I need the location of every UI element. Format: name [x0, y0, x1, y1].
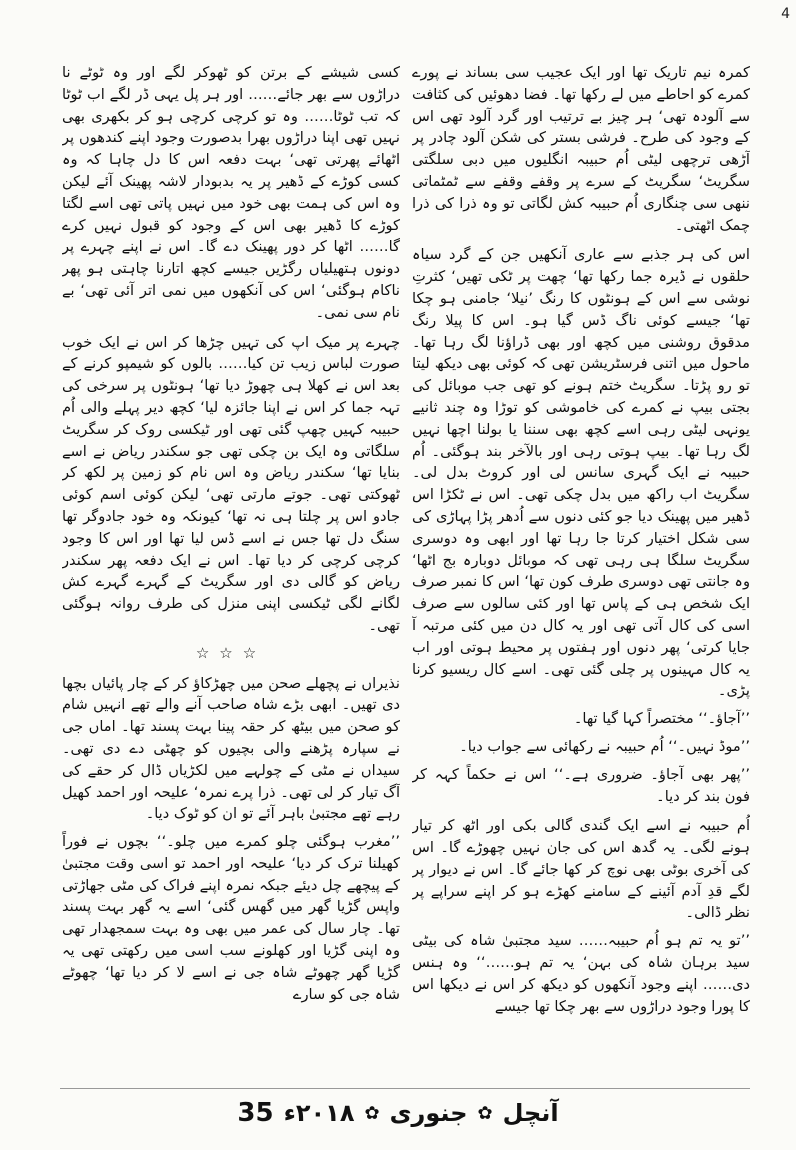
- dialogue-line: ’’آجاؤ۔‘‘ مختصراً کہا گیا تھا۔: [573, 710, 750, 728]
- section-separator: ☆☆☆: [195, 643, 267, 662]
- dialogue-line: ’’پھر بھی آجاؤ۔ ضروری ہے۔‘‘ اس نے حکماً کہہ کر فون بند کر دیا۔: [412, 765, 750, 805]
- footer-divider: [60, 1088, 750, 1089]
- dialogue-line: ’’موڈ نہیں۔‘‘ اُم حبیبہ نے رکھائی سے جواب دیا۔: [459, 737, 750, 755]
- corner-mark: 4: [781, 6, 790, 22]
- paragraph: اُم حبیبہ نے اسے ایک گندی گالی بکی اور اٹھ کر تیار ہونے لگی۔ یہ گدھ اس کی جان نہیں چھوڑے گا۔ اس کی آخری بوٹی بھی نوچ کر کھا جائے گا۔ اس نے دیوار پر لگے قدِ آدم آئینے کے سامنے کھڑے ہو کر اپنے سراپے پر نظر ڈالی۔: [412, 817, 750, 922]
- paragraph: نذیراں نے پچھلے صحن میں چھڑکاؤ کر کے چار پائیاں بچھا دی تھیں۔ ابھی بڑے شاہ صاحب آنے والے تھے انہیں شام کو صحن میں بیٹھ کر حقہ پینا بہت پسند تھا۔ اماں جی نے سپارہ پڑھنے والی بچیوں کو چھٹی دے دی تھی۔ سیداں نے مٹی کے چولہے میں لکڑیاں ڈال کر حقے کی آگ تیار کر لی تھی۔ ذرا پرے نمرہ‘ علیحہ اور احمد کھیل رہے تھے مجتبیٰ باہر آئے تو ان کو ٹوک دیا۔: [62, 674, 400, 823]
- left-column: [62, 62, 400, 1082]
- paragraph: ’’مغرب ہوگئی چلو کمرے میں چلو۔‘‘ بچوں نے فوراً کھیلنا ترک کر دیا‘ علیحہ اور احمد تو اسی وقت مجتبیٰ کے پیچھے چل دیئے جبکہ نمرہ اپنے فراک کی مٹی جھاڑتی واپس گڑیا گھر میں گھس گئی‘ اسے یہ گھر بہت پسند تھا۔ چار سال کی عمر میں بھی وہ بہت سمجھدار تھی وہ اپنی گڑیا اور کھلونے سب اسی میں رکھتی تھی یہ گڑیا گھر چھوٹے شاہ جی نے اسے لا کر دیا تھا‘ چھوٹے شاہ جی کو سارے: [62, 833, 400, 1003]
- page-footer: [0, 1090, 796, 1136]
- issue-year: ۲۰۱۸ء: [283, 1099, 355, 1127]
- paragraph: کسی شیشے کے برتن کو ٹھوکر لگے اور وہ ٹوٹے نا دراڑوں سے بھر جائے…… اور ہر پل یہی ڈر لگے اب ٹوٹا کہ تب ٹوٹا…… وہ تو کرچی کرچی ہو کر بکھری بھی نہیں تھی اپنا دراڑوں بھرا بدصورت وجود اپنے کندھوں پر اٹھائے پھرتی تھی‘ بہت دفعہ اس کا دل چاہا کہ وہ کسی کوڑے کے ڈھیر پر یہ بدبودار لاشہ پھینک آئے لیکن وہ اس کی ہمت بھی خود میں نہیں پاتی تھی اسے لگتا کوڑے کا ڈھیر بھی اس کے وجود کو قبول نہیں کرے گا…… اٹھا کر دور پھینک دے گا۔ اس نے اپنے چہرے پر دونوں ہتھیلیاں رگڑیں جیسے کچھ اتارنا چاہتی ہو پھر ناکام ہوگئی‘ اس کی آنکھوں میں نمی اتر آئی تھی‘ بے نام سی نمی۔: [62, 64, 400, 321]
- paragraph: اس کی ہر جذبے سے عاری آنکھیں جن کے گرد سیاہ حلقوں نے ڈیرہ جما رکھا تھا‘ چھت پر ٹکی تھیں‘ کثرتِ نوشی سے اس کے ہونٹوں کا رنگ ’نیلا‘ جامنی ہو چکا تھا‘ جیسے کوئی ناگ ڈس گیا ہو۔ اس کا پیلا رنگ مدقوق روشنی میں کچھ اور بھی ڈراؤنا لگ رہا تھا۔ ماحول میں اتنی فرسٹریشن تھی کہ کوئی بھی دیکھ لیتا تو رو پڑتا۔ سگریٹ ختم ہونے کو تھی جب موبائل کی بجتی بیپ نے کمرے کی خاموشی کو توڑا وہ چند ثانیے یونہی لیٹی رہی اسے کچھ بھی سننا یا بولنا اچھا نہیں لگ رہا تھا۔ بیپ ہوتی رہی اور بالآخر بند ہوگئی۔ اُم حبیبہ نے ایک گہری سانس لی اور کروٹ بدل لی۔ سگریٹ اب راکھ میں بدل چکی تھی۔ اس نے ٹکڑا اس ڈھیر میں پھینک دیا جو کئی دنوں سے اُدھر پڑا پہاڑی کی سی شکل اختیار کرتا جا رہا تھا اور ابھی وہ دوسری سگریٹ سلگا ہی رہی تھی کہ موبائل دوبارہ بج اٹھا‘ وہ جانتی تھی دوسری طرف کون تھا‘ اس کا نمبر صرف ایک شخص ہی کے پاس تھا اور کئی سالوں سے صرف اسی کی کال آتی تھی اور یہ کال دن میں کئی مرتبہ آ جایا کرتی‘ پھر دنوں اور ہفتوں پر محیط ہوتی اور اب یہ کال مہینوں پر چلی گئی تھی۔ اسے کال ریسیو کرنا پڑی۔: [412, 246, 750, 700]
- page-number: 35: [237, 1098, 274, 1128]
- flower-ornament-icon: ✿: [364, 1102, 380, 1124]
- paragraph: کمرہ نیم تاریک تھا اور ایک عجیب سی بساند نے پورے کمرے کو احاطے میں لے رکھا تھا۔ فضا دھوئیں کی کثافت سے آلودہ تھی‘ ہر چیز بے ترتیب اور گرد آلود تھی اس کے وجود کی طرح۔ فرشی بستر کی شکن آلود چادر پر آڑھی ترچھی لیٹی اُم حبیبہ انگلیوں میں دبی سلگتی سگریٹ‘ سگریٹ کے سرے پر وقفے وقفے سے ٹمٹماتی ننھی سی چنگاری اُم حبیبہ کش لگاتی تو وہ ذرا کی ذرا چمک اٹھتی۔: [412, 64, 750, 234]
- issue-month: جنوری: [389, 1099, 468, 1127]
- paragraph: چہرے پر میک اپ کی تہیں چڑھا کر اس نے ایک خوب صورت لباس زیب تن کیا…… بالوں کو شیمپو کرنے کے بعد اس نے کھلا ہی چھوڑ دیا تھا‘ ہونٹوں پر سرخی کی تہہ جما کر اس نے اپنا جائزہ لیا‘ کچھ دیر پہلے والی اُم حبیبہ کہیں چھپ گئی تھی اور ٹیکسی روک کر سگریٹ سلگاتی وہ ایک بن چکی تھی جو سکندر ریاض نے اسے بنایا تھا‘ سکندر ریاض وہ اس نام کو زمین پر لکھ کر ٹھوکتی تھی۔ جوتے مارتی تھی‘ لیکن کوئی اسم کوئی جادو اس پر چلتا ہی نہ تھا‘ کیونکہ وہ خود جادوگر تھا سنگ دل تھا جس نے اسے ڈس لیا تھا اور اس کا وجود کرچی کرچی کر دیا تھا۔ اس نے ایک دفعہ پھر سکندر ریاض کو گالی دی اور سگریٹ کے گہرے گہرے کش لگانے لگی ٹیکسی اپنی منزل کی طرف روانہ ہوگئی تھی۔: [62, 333, 400, 634]
- paragraph: ’’تو یہ تم ہو اُم حبیبہ…… سید مجتبیٰ شاہ کی بیٹی سید برہان شاہ کی بہن‘ یہ تم ہو……‘‘ وہ ہنس دی…… اپنے وجود آنکھوں کو دیکھ کر اس نے دیکھا اس کا پورا وجود دراڑوں سے بھر چکا تھا جیسے: [412, 932, 750, 1015]
- magazine-name: آنچل: [502, 1099, 559, 1127]
- right-column: [412, 62, 750, 1082]
- flower-ornament-icon: ✿: [477, 1102, 493, 1124]
